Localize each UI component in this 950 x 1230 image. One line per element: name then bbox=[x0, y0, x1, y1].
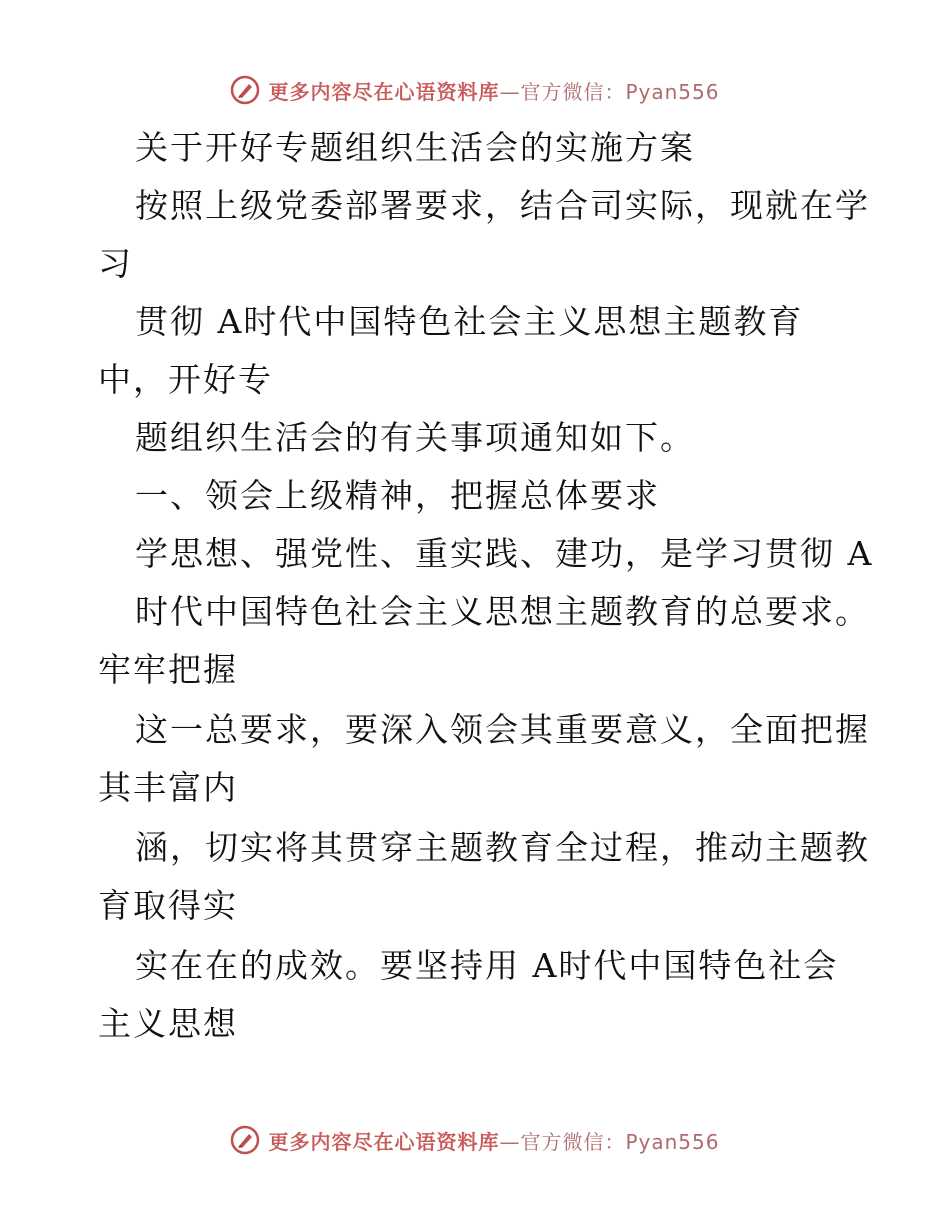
doc-line-4: 贯彻 A时代中国特色社会主义思想主题教育 bbox=[135, 302, 804, 341]
doc-line-15: 实在在的成效。要坚持用 A时代中国特色社会 bbox=[135, 946, 839, 985]
quill-logo-icon bbox=[230, 1125, 260, 1155]
footer-text bbox=[268, 1126, 719, 1155]
doc-line-13: 涵，切实将其贯穿主题教育全过程，推动主题教 bbox=[135, 828, 870, 867]
doc-line-6: 题组织生活会的有关事项通知如下。 bbox=[135, 418, 695, 457]
doc-line-9: 时代中国特色社会主义思想主题教育的总要求。 bbox=[135, 592, 870, 631]
doc-title: 关于开好专题组织生活会的实施方案 bbox=[135, 128, 695, 167]
doc-line-2: 按照上级党委部署要求，结合司实际，现就在学 bbox=[135, 186, 870, 225]
doc-line-3: 习 bbox=[98, 244, 133, 283]
header-site-name: 更多内容尽在心语资料库 bbox=[268, 79, 500, 104]
section-heading: 一、领会上级精神，把握总体要求 bbox=[135, 476, 660, 515]
footer-separator: — bbox=[499, 1129, 521, 1154]
doc-line-10: 牢牢把握 bbox=[98, 650, 238, 689]
header-contact: 官方微信：Pyan556 bbox=[520, 79, 720, 104]
doc-line-5: 中，开好专 bbox=[98, 360, 273, 399]
doc-line-12: 其丰富内 bbox=[98, 768, 238, 807]
footer-site-name: 更多内容尽在心语资料库 bbox=[268, 1129, 500, 1154]
doc-line-16: 主义思想 bbox=[98, 1004, 238, 1043]
header-separator: — bbox=[499, 79, 521, 104]
quill-logo-icon bbox=[230, 75, 260, 105]
header-banner bbox=[0, 70, 950, 110]
footer-contact: 官方微信：Pyan556 bbox=[520, 1129, 720, 1154]
doc-line-11: 这一总要求，要深入领会其重要意义，全面把握 bbox=[135, 710, 870, 749]
doc-line-14: 育取得实 bbox=[98, 886, 238, 925]
footer-banner bbox=[0, 1120, 950, 1160]
header-text bbox=[268, 76, 719, 105]
doc-line-8: 学思想、强党性、重实践、建功，是学习贯彻 A bbox=[135, 534, 874, 573]
